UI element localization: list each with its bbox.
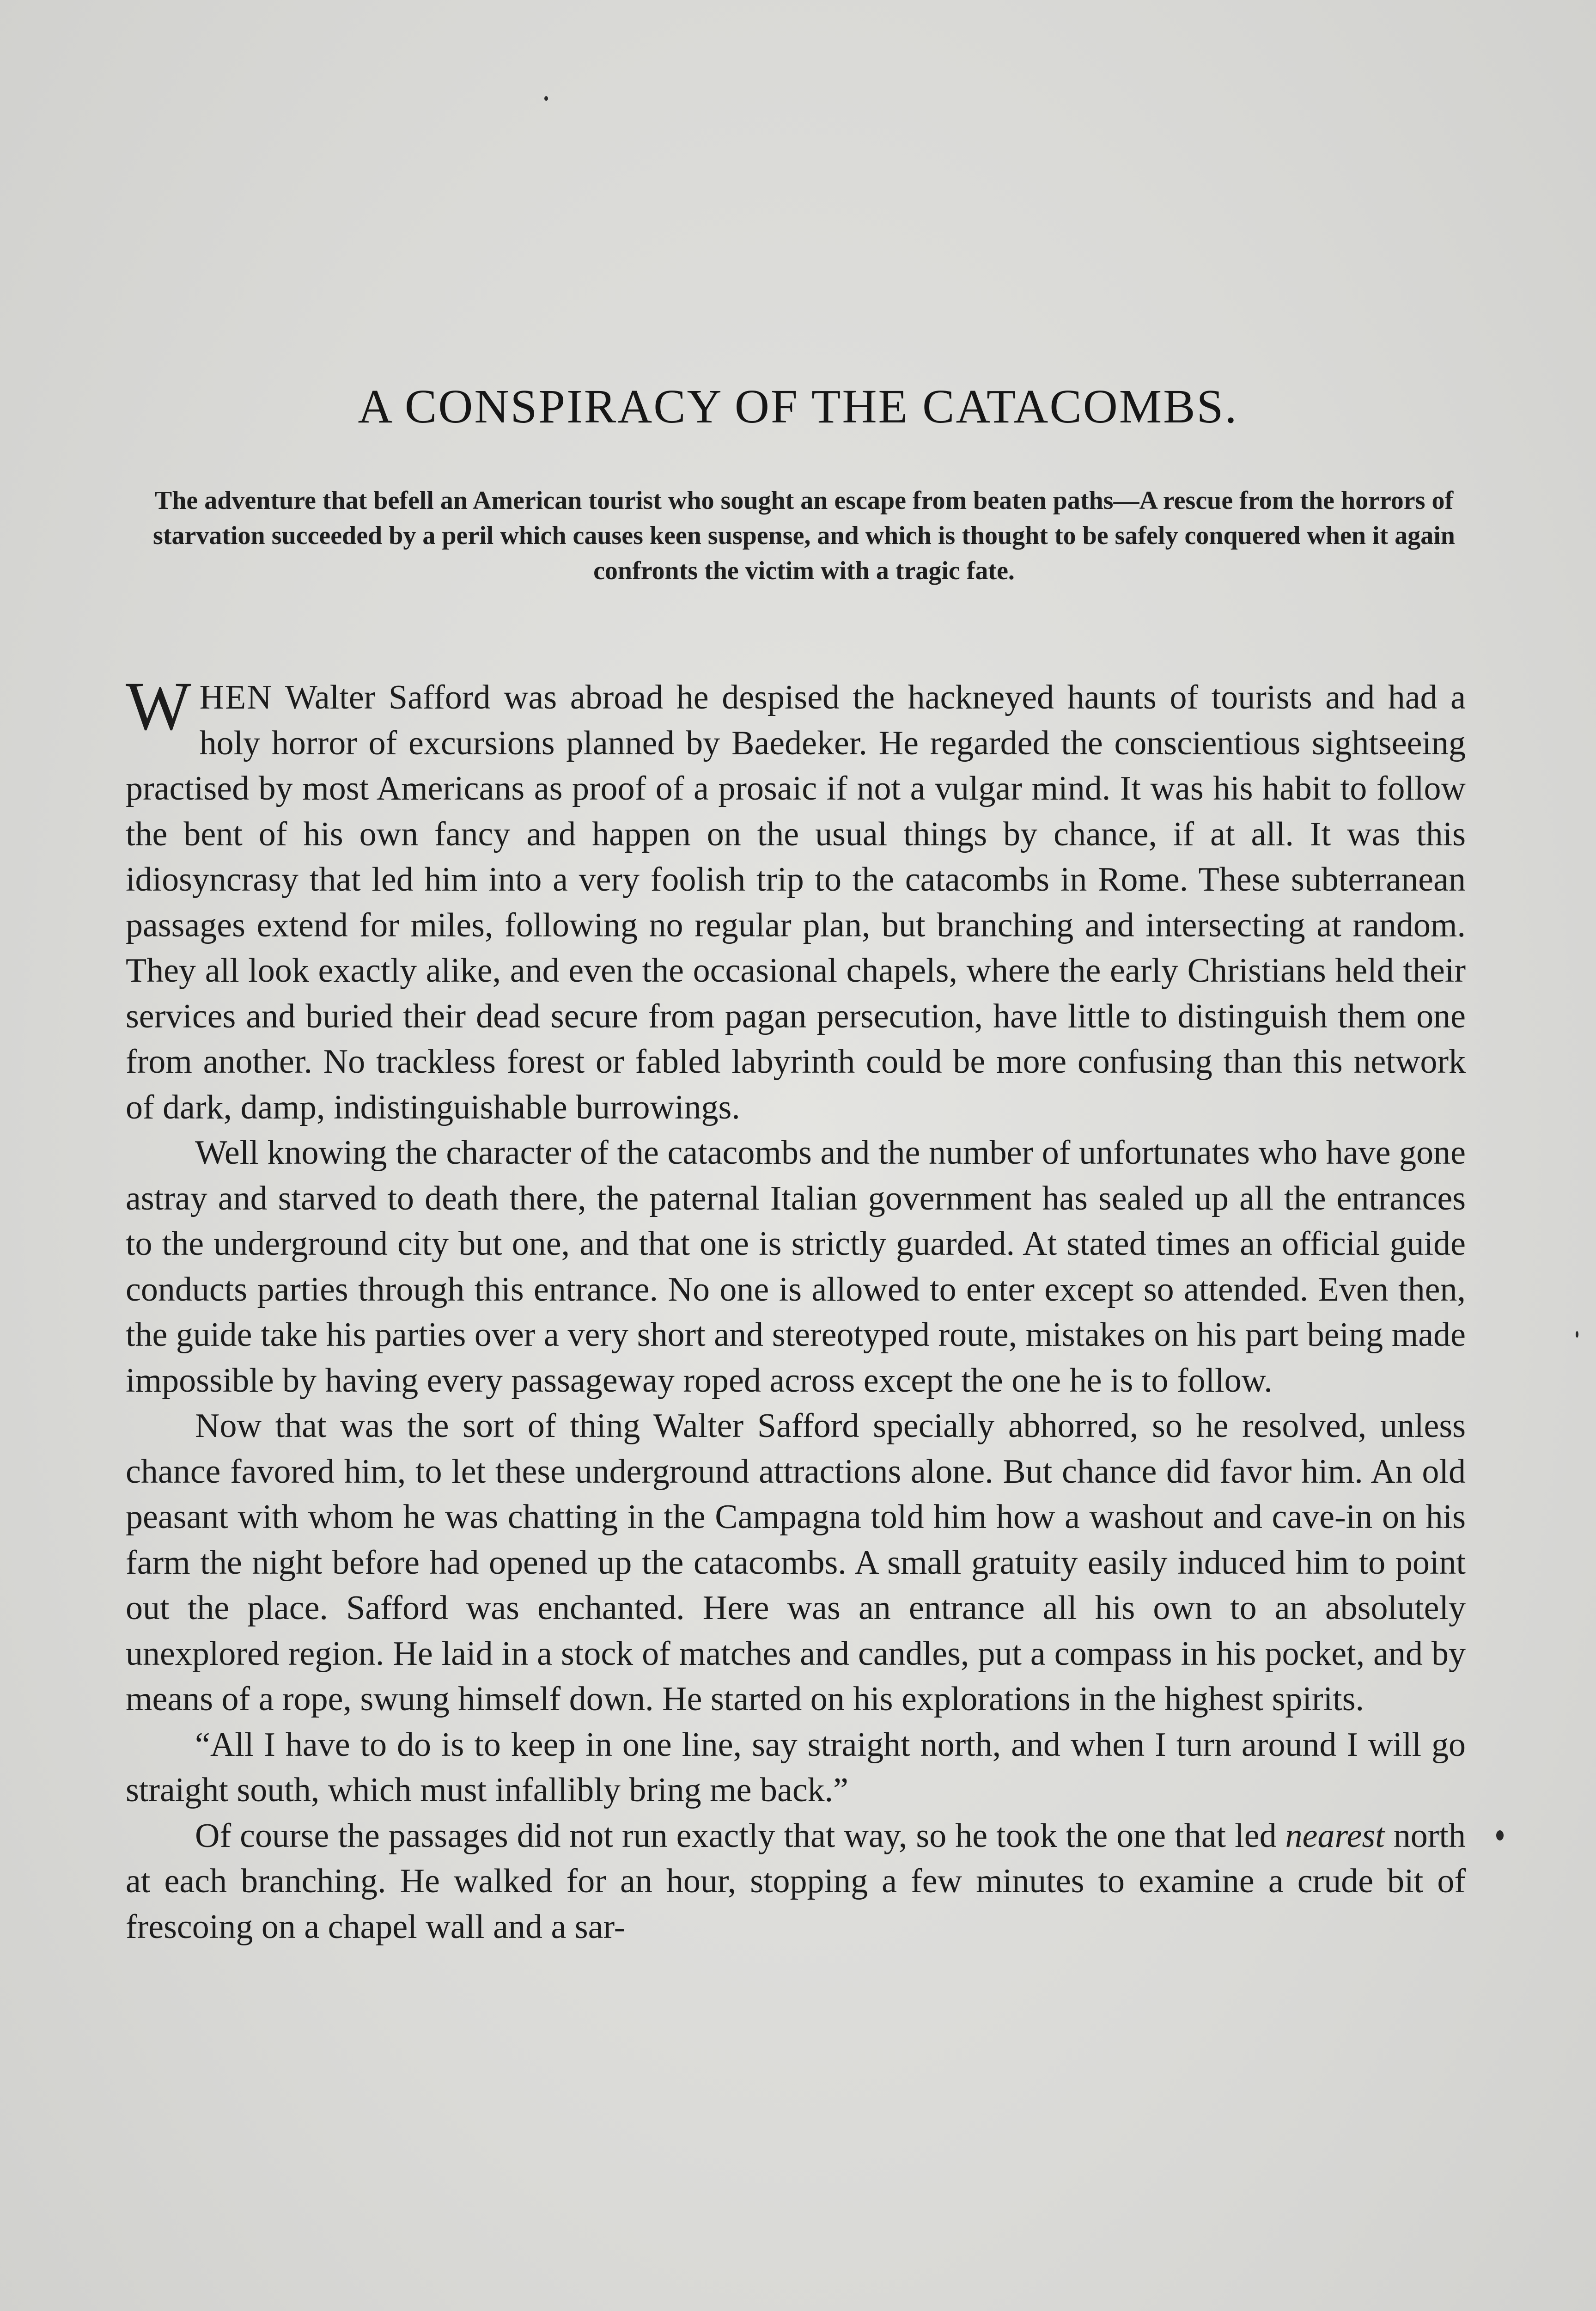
paragraph-1-text: Walter Safford was abroad he despised the hackneyed haunts of tourists and had a holy horror of excursions planned by Baedeker. He regarded the conscientious sightseeing practised by most Americans as proof of a prosaic if not a vulgar mind. It was his habit to follow the bent of his own fancy and happen on the usual things by chance, if at all. It was this idiosyncrasy that led him into a very foolish trip to the catacombs in Rome. These subterranean passages extend for miles, following no regular plan, but branching and intersecting at random. They all look exactly alike, and even the occasional chapels, where the early Christians held their services and buried their dead secure from pagan persecution, have little to distinguish them one from another. No trackless forest or fabled labyrinth could be more confusing than this network of dark, damp, indistinguishable burrowings.	[126, 679, 1466, 1126]
first-word-rest: HEN	[199, 679, 273, 716]
article-subtitle: The adventure that befell an American tourist who sought an escape from beaten paths—A rescue from the horrors of starvation succeeded by a peril which causes keen suspense, and which is thought to be safely conquered when it again confronts the victim with a tragic fate.	[153, 486, 1455, 585]
article-title: A CONSPIRACY OF THE CATACOMBS.	[358, 380, 1238, 433]
ink-speck	[1576, 1331, 1578, 1338]
paragraph-5	[126, 1813, 1466, 1950]
paragraph-1	[126, 668, 1466, 1130]
paragraph-5-before: Of course the passages did not run exactly that way, so he took the one that led	[195, 1816, 1285, 1855]
paragraph-2: Well knowing the character of the catacombs and the number of unfortunates who have gone astray and starved to death there, the paternal Italian government has sealed up all the entrances to the underground city but one, and that one is strictly guarded. At stated times an official guide conducts parties through this entrance. No one is allowed to enter except so attended. Even then, the guide take his parties over a very short and stereotyped route, mistakes on his part being made impossible by having every passageway roped across except the one he is to follow.	[126, 1134, 1466, 1400]
paragraph-5-after: north at each branching. He walked for an hour, stopping a few minutes to examine a crude bit of frescoing on a chapel wall and a sar-	[126, 1816, 1466, 1946]
ink-speck	[1496, 1830, 1504, 1840]
paragraph-3: Now that was the sort of thing Walter Safford specially abhorred, so he resolved, unless chance favored him, to let these underground attractions alone. But chance did favor him. An old peasant with whom he was chatting in the Campagna told him how a washout and cave-in on his farm the night before had opened up the catacombs. A small gratuity easily induced him to point out the place. Safford was enchanted. Here was an entrance all his own to an absolutely unexplored region. He laid in a stock of matches and candles, put a compass in his pocket, and by means of a rope, swung himself down. He started on his explorations in the highest spirits.	[126, 1407, 1466, 1718]
paragraph-5-emphasis: nearest	[1285, 1816, 1385, 1855]
drop-cap: W	[126, 668, 191, 745]
article-body	[126, 668, 1466, 1950]
paragraph-4: “All I have to do is to keep in one line, say straight north, and when I turn around I will go straight south, which must infallibly bring me back.”	[126, 1725, 1466, 1809]
ink-speck	[544, 96, 548, 101]
